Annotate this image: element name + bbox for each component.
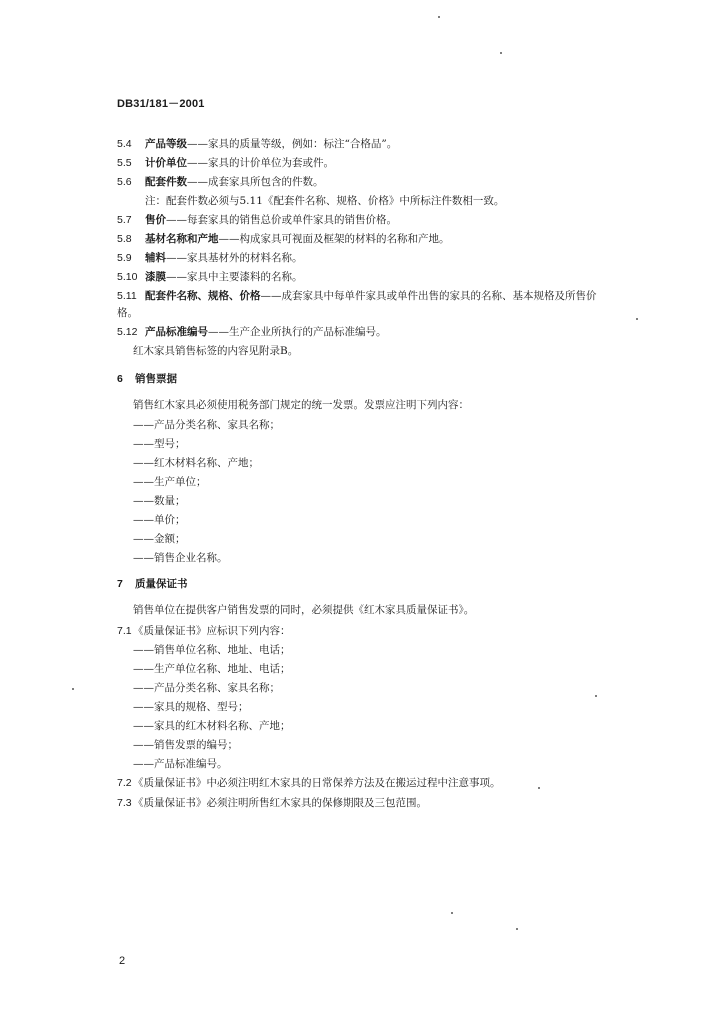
clause-7-1-item: ——产品标准编号。 <box>133 758 228 770</box>
scan-speck <box>451 912 453 914</box>
clause-term: 配套件名称、规格、价格 <box>145 290 261 302</box>
clause-text: ——构成家具可视面及框架的材料的名称和产地。 <box>218 233 450 245</box>
clause-term: 计价单位 <box>145 157 187 169</box>
section-6-item: ——数量； <box>133 495 186 507</box>
clause-number: 7.1 <box>117 625 132 637</box>
clause-7-1-item: ——生产单位名称、地址、电话； <box>133 663 291 675</box>
clause-text: ——成套家具中每单件家具或单件出售的家具的名称、基本规格及所售价 <box>260 290 597 302</box>
clause-7-1-item: ——产品分类名称、家具名称； <box>133 682 280 694</box>
section-6-item: ——产品分类名称、家具名称； <box>133 419 280 431</box>
clause-5-11-continuation: 格。 <box>117 307 138 319</box>
clause-7-2 <box>117 776 501 790</box>
clause-5-4 <box>117 137 397 151</box>
scan-speck <box>636 318 638 320</box>
clause-number: 5.10 <box>117 271 138 283</box>
clause-7-1 <box>117 624 291 638</box>
clause-term: 辅料 <box>145 252 166 264</box>
section-6-item: ——金额； <box>133 533 186 545</box>
section-6-intro: 销售红木家具必须使用税务部门规定的统一发票。发票应注明下列内容： <box>133 399 469 411</box>
page-number: 2 <box>119 955 126 967</box>
clause-number: 5.6 <box>117 176 132 188</box>
appendix-note: 红木家具销售标签的内容见附录B。 <box>133 345 299 357</box>
scan-speck <box>72 688 74 690</box>
clause-7-1-item: ——销售发票的编号； <box>133 739 238 751</box>
clause-text: ——家具中主要漆料的名称。 <box>166 271 303 283</box>
clause-5-12 <box>117 325 387 339</box>
clause-5-6-note: 注：配套件数必须与5.11《配套件名称、规格、价格》中所标注件数相一致。 <box>145 195 505 207</box>
clause-text: ——每套家具的销售总价或单件家具的销售价格。 <box>166 214 397 226</box>
clause-text: 《质量保证书》应标识下列内容： <box>133 625 291 637</box>
clause-term: 基材名称和产地 <box>145 233 219 245</box>
clause-7-1-item: ——销售单位名称、地址、电话； <box>133 644 291 656</box>
clause-5-6 <box>117 175 324 189</box>
section-6-item: ——销售企业名称。 <box>133 552 228 564</box>
clause-number: 7.3 <box>117 797 132 809</box>
clause-5-11 <box>117 289 597 303</box>
section-7-heading <box>117 577 188 591</box>
section-6-item: ——红木材料名称、产地； <box>133 457 259 469</box>
clause-number: 5.11 <box>117 290 137 302</box>
clause-text: 《质量保证书》中必须注明红木家具的日常保养方法及在搬运过程中注意事项。 <box>133 777 501 789</box>
clause-7-1-item: ——家具的规格、型号； <box>133 701 249 713</box>
clause-number: 7.2 <box>117 777 132 789</box>
clause-text: ——成套家具所包含的件数。 <box>187 176 324 188</box>
clause-number: 5.9 <box>117 252 132 264</box>
clause-5-10 <box>117 270 303 284</box>
clause-term: 配套件数 <box>145 176 187 188</box>
document-code-header: DB31/181－2001 <box>117 98 205 110</box>
clause-number: 5.7 <box>117 214 132 226</box>
scan-speck <box>595 695 597 697</box>
clause-5-7 <box>117 213 397 227</box>
clause-number: 5.12 <box>117 326 138 338</box>
clause-text: ——家具基材外的材料名称。 <box>166 252 303 264</box>
clause-term: 漆膜 <box>145 271 166 283</box>
clause-term: 售价 <box>145 214 166 226</box>
clause-term: 产品等级 <box>145 138 187 150</box>
section-number: 7 <box>117 578 123 590</box>
clause-5-8 <box>117 232 450 246</box>
scan-speck <box>500 52 502 54</box>
clause-5-9 <box>117 251 303 265</box>
clause-text: ——家具的计价单位为套或件。 <box>187 157 334 169</box>
section-title: 质量保证书 <box>135 578 188 590</box>
section-title: 销售票据 <box>135 373 177 385</box>
clause-number: 5.8 <box>117 233 132 245</box>
clause-number: 5.4 <box>117 138 132 150</box>
scan-speck <box>538 787 540 789</box>
clause-7-3 <box>117 796 427 810</box>
section-number: 6 <box>117 373 123 385</box>
clause-5-5 <box>117 156 334 170</box>
scan-speck <box>438 16 440 18</box>
clause-7-1-item: ——家具的红木材料名称、产地； <box>133 720 291 732</box>
clause-text: 《质量保证书》必须注明所售红木家具的保修期限及三包范围。 <box>133 797 427 809</box>
section-6-item: ——单价； <box>133 514 186 526</box>
clause-text: ——生产企业所执行的产品标准编号。 <box>208 326 387 338</box>
clause-term: 产品标准编号 <box>145 326 208 338</box>
clause-text: ——家具的质量等级，例如：标注“合格品”。 <box>187 138 398 150</box>
section-6-item: ——型号； <box>133 438 186 450</box>
clause-number: 5.5 <box>117 157 132 169</box>
scan-speck <box>516 928 518 930</box>
section-6-item: ——生产单位； <box>133 476 207 488</box>
section-7-intro: 销售单位在提供客户销售发票的同时，必须提供《红木家具质量保证书》。 <box>133 604 475 616</box>
section-6-heading <box>117 372 177 386</box>
